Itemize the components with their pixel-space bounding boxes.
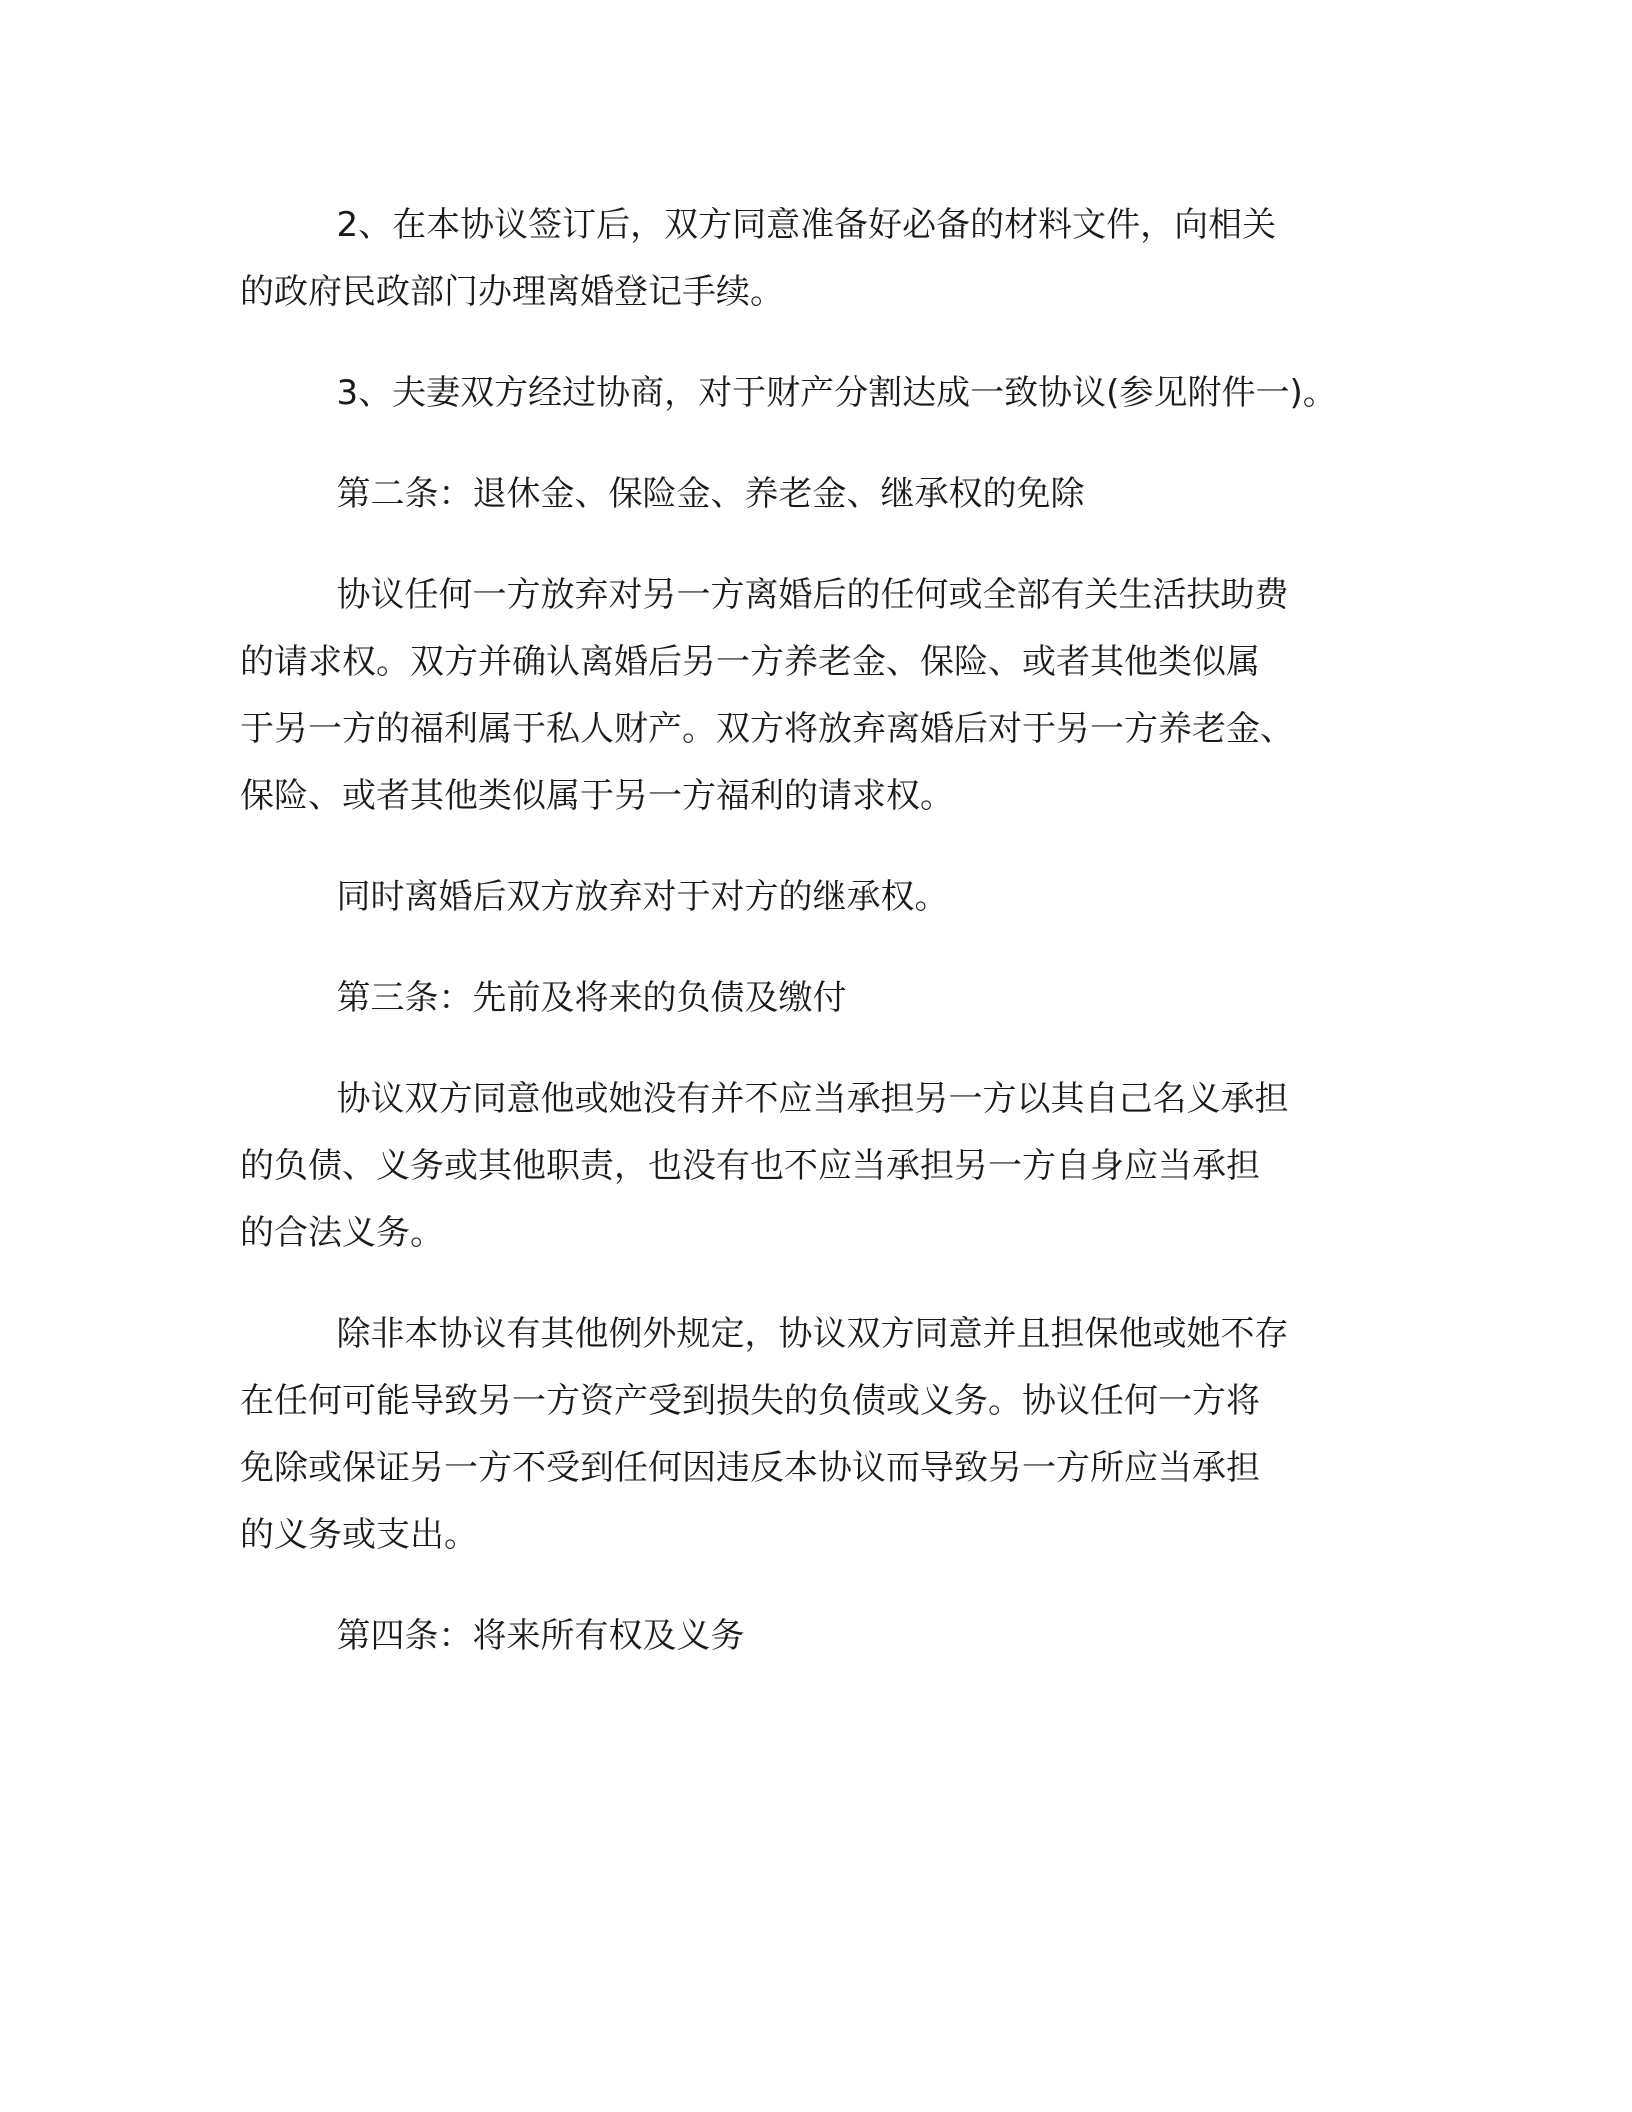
clause-item-3: 3、夫妻双方经过协商，对于财产分割达成一致协议(参见附件一)。 [336, 373, 1337, 413]
article-3-heading: 第三条：先前及将来的负债及缴付 [336, 978, 847, 1018]
text-line: 的请求权。双方并确认离婚后另一方养老金、保险、或者其他类似属 [240, 642, 1260, 682]
article-2-heading: 第二条：退休金、保险金、养老金、继承权的免除 [336, 474, 1085, 514]
text-line: 在任何可能导致另一方资产受到损失的负债或义务。协议任何一方将 [240, 1381, 1260, 1421]
text-line: 协议双方同意他或她没有并不应当承担另一方以其自己名义承担 [336, 1079, 1289, 1119]
article-3-paragraph-1 [240, 1066, 1400, 1267]
article-2-paragraph-2: 同时离婚后双方放弃对于对方的继承权。 [336, 877, 949, 917]
text-line: 协议任何一方放弃对另一方离婚后的任何或全部有关生活扶助费 [336, 575, 1289, 615]
text-line: 的义务或支出。 [240, 1515, 478, 1555]
text-line: 的合法义务。 [240, 1213, 444, 1253]
text-line: 免除或保证另一方不受到任何因违反本协议而导致另一方所应当承担 [240, 1448, 1260, 1488]
text-line: 保险、或者其他类似属于另一方福利的请求权。 [240, 776, 954, 816]
text-line: 的负债、义务或其他职责，也没有也不应当承担另一方自身应当承担 [240, 1146, 1260, 1186]
article-3-paragraph-2 [240, 1301, 1400, 1569]
article-4-heading: 第四条：将来所有权及义务 [336, 1616, 745, 1656]
text-line: 除非本协议有其他例外规定，协议双方同意并且担保他或她不存 [336, 1314, 1289, 1354]
article-2-paragraph-1 [240, 562, 1400, 830]
text-line: 2、在本协议签订后，双方同意准备好必备的材料文件，向相关 [336, 205, 1277, 245]
document-body [240, 192, 1400, 1704]
text-line: 的政府民政部门办理离婚登记手续。 [240, 272, 784, 312]
clause-item-2 [240, 192, 1400, 326]
text-line: 于另一方的福利属于私人财产。双方将放弃离婚后对于另一方养老金、 [240, 709, 1294, 749]
